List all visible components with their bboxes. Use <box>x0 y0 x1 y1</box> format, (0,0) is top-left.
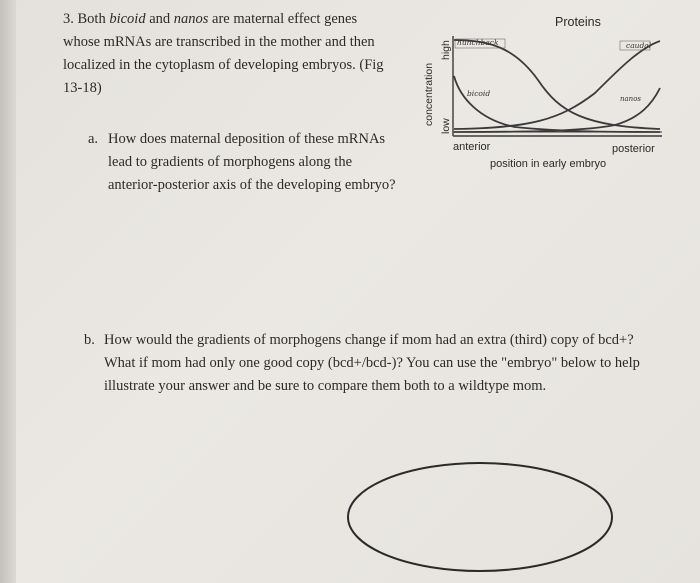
y-axis-high: high <box>440 40 452 60</box>
part-b-label: b. <box>84 332 95 348</box>
x-axis-anterior: anterior <box>453 141 491 153</box>
morphogen-graph <box>420 8 690 183</box>
caudal-label: caudal <box>626 41 652 50</box>
part-b-line-2: What if mom had only one good copy (bcd+/bcd-)? You can use the "embryo" below to help <box>104 355 640 371</box>
question-number: 3. <box>63 11 74 27</box>
morphogen-figure <box>420 8 690 183</box>
x-axis-label: position in early embryo <box>490 158 607 170</box>
embryo-ellipse <box>348 463 612 571</box>
bicoid-curve <box>454 76 660 132</box>
y-axis-label: concentration <box>423 62 435 126</box>
y-axis-low: low <box>440 118 452 134</box>
question-line-2: whose mRNAs are transcribed in the mother and then <box>63 34 375 50</box>
part-b-line-1: How would the gradients of morphogens change if mom had an extra (third) copy of bcd+? <box>104 332 634 348</box>
part-b-line-3: illustrate your answer and be sure to compare them both to a wildtype mom. <box>104 378 547 394</box>
figure-title: Proteins <box>555 15 601 29</box>
part-a <box>88 128 418 197</box>
part-b <box>84 329 674 398</box>
x-axis-posterior: posterior <box>612 143 655 155</box>
nanos-label: nanos <box>620 95 641 103</box>
bicoid-label: bicoid <box>467 89 491 98</box>
part-a-line-2: lead to gradients of morphogens along the <box>108 154 353 170</box>
hunchback-label: hunchback <box>457 38 499 47</box>
embryo-outline <box>345 460 620 580</box>
question-line-1: Both bicoid and nanos are maternal effect genes <box>77 11 358 27</box>
question-line-4: 13-18) <box>63 80 102 96</box>
part-a-line-3: anterior-posterior axis of the developing embryo? <box>108 177 396 193</box>
page-left-edge-shadow <box>0 0 16 583</box>
question-line-3: localized in the cytoplasm of developing embryos. (Fig <box>63 57 384 73</box>
part-a-line-1: How does maternal deposition of these mRNAs <box>108 131 386 147</box>
question-3 <box>63 8 403 100</box>
part-a-label: a. <box>88 131 99 147</box>
